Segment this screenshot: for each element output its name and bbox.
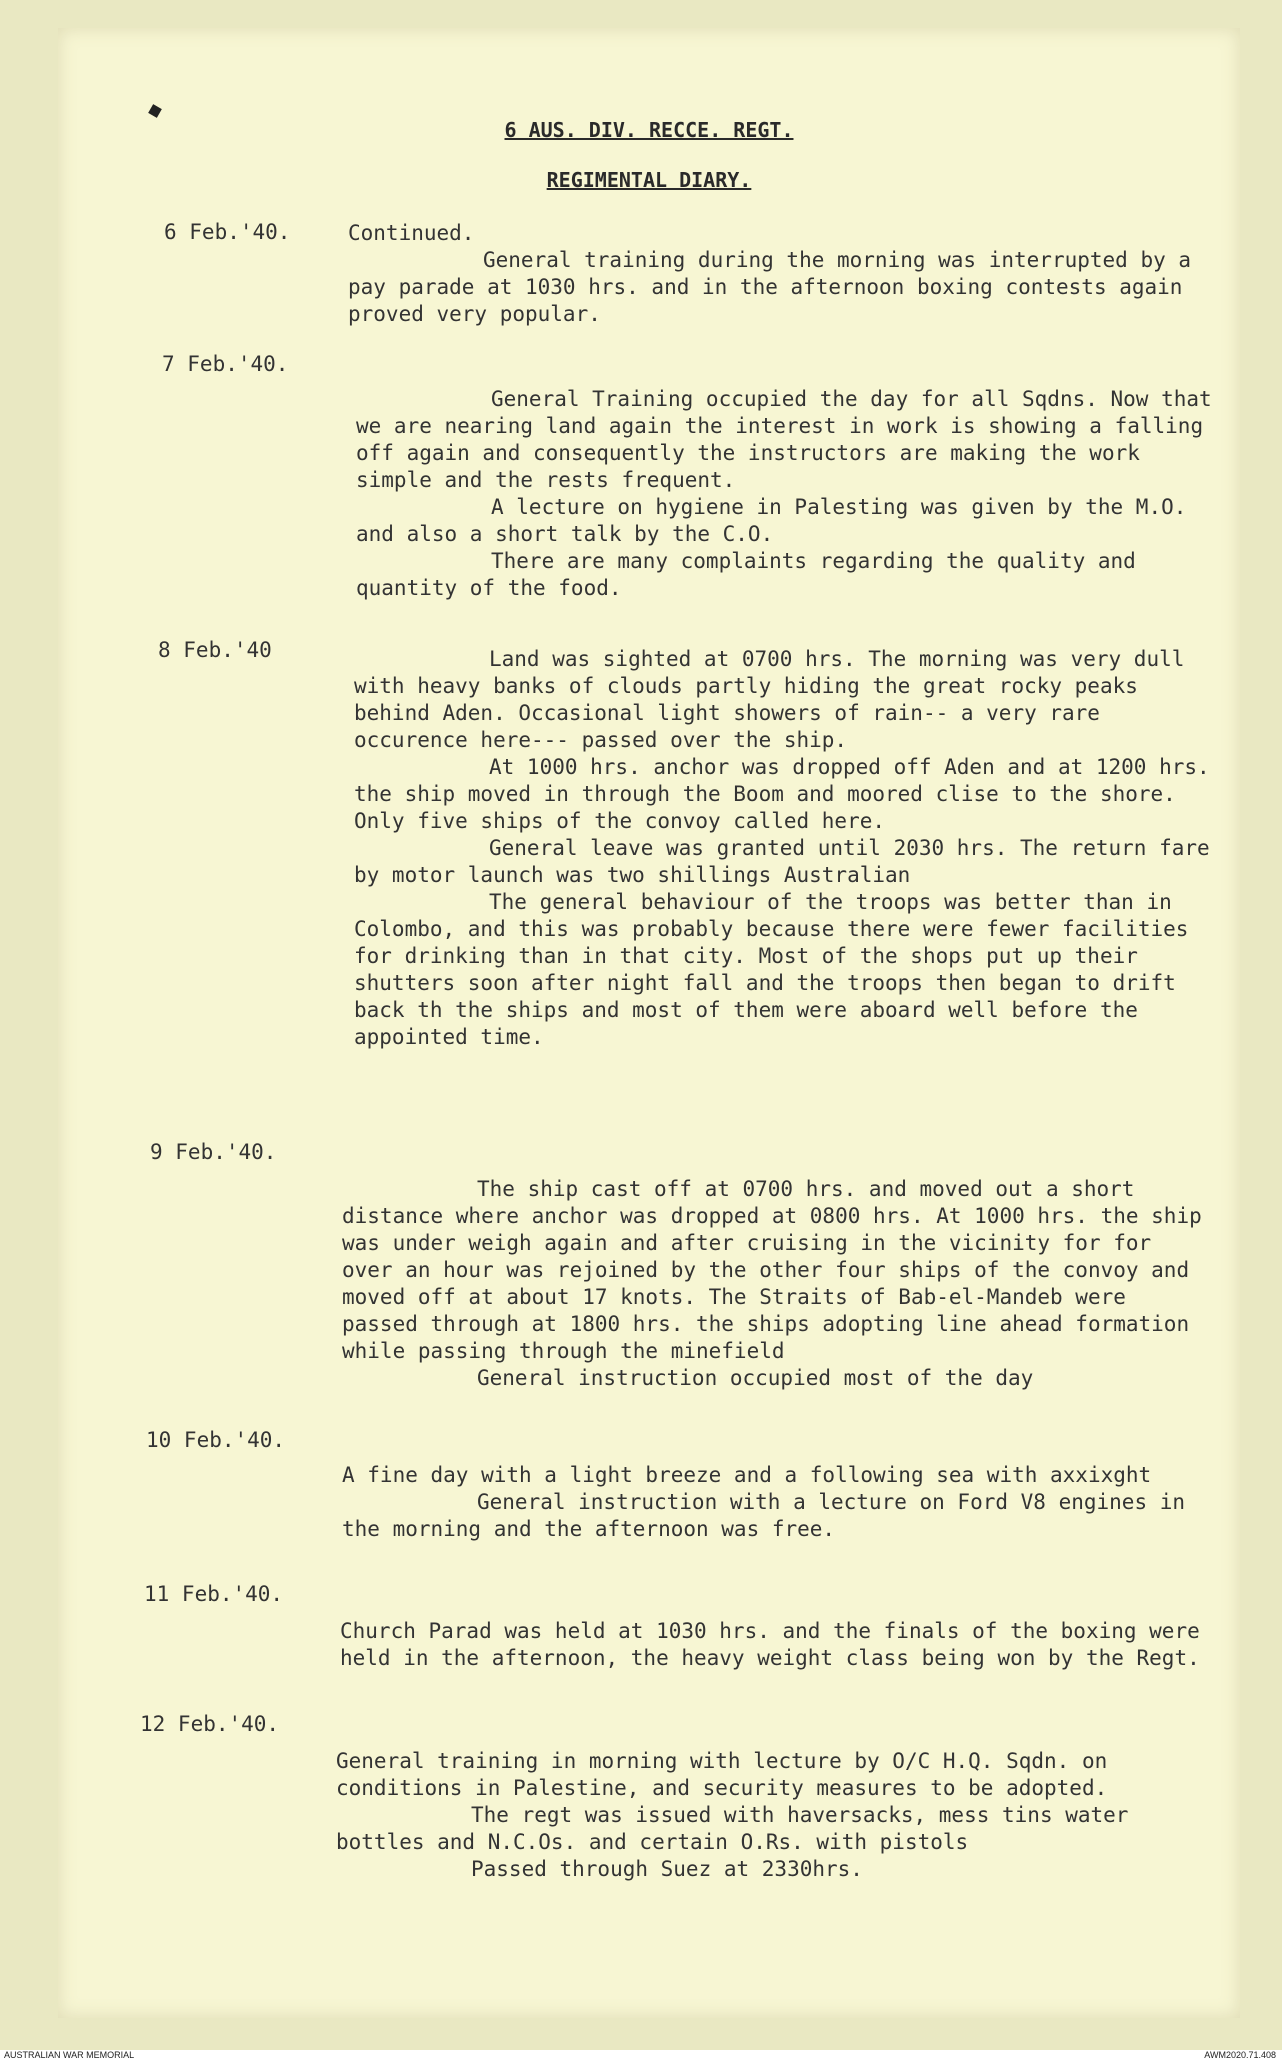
entry-paragraph: The regt was issued with haversacks, mess tins water bottles and N.C.Os. and certain O.Rs. with pistols: [336, 1803, 1129, 1854]
entry-text: [342, 1176, 1202, 1392]
entry-date: 12 Feb.'40.: [140, 1712, 280, 1736]
entry-paragraph: The ship cast off at 0700 hrs. and moved out a short distance where anchor was dropped at 0800 hrs. At 1000 hrs. the ship was under weigh again and after cruising in the vicinity for for over an hour was rejoined by the other four ships of the convoy and moved off at about 17 knots. The Straits of Bab-el-Mandeb were passed through at 1800 hrs. the ships adopting line ahead formation while passing through the minefield: [342, 1177, 1202, 1363]
entry-date: 8 Feb.'40: [158, 638, 272, 662]
entry-paragraph: A fine day with a light breeze and a following sea with axxixght: [342, 1463, 1152, 1487]
entry-paragraph: Continued.: [348, 221, 475, 245]
entry-paragraph: General Training occupied the day for all Sqdns. Now that we are nearing land again the interest in work is showing a falling off again and consequently the instructors are making the work simple and the rests frequent.: [356, 387, 1212, 492]
entry-text: [342, 1462, 1202, 1543]
entry-paragraph: Passed through Suez at 2330hrs.: [471, 1857, 863, 1881]
entry-paragraph: General training in morning with lecture by O/C H.Q. Sqdn. on conditions in Palestine, and security measures to be adopted.: [336, 1749, 1108, 1800]
entry-paragraph: A lecture on hygiene in Palesting was given by the M.O. and also a short talk by the C.O.: [356, 495, 1187, 546]
entry-date: 7 Feb.'40.: [162, 352, 289, 376]
archive-footer: [0, 2050, 1282, 2061]
entry-date: 9 Feb.'40.: [150, 1140, 277, 1164]
entry-text: [348, 220, 1208, 328]
entry-text: [336, 1748, 1196, 1883]
entry-paragraph: General instruction with a lecture on Ford V8 engines in the morning and the afternoon was free.: [342, 1490, 1186, 1541]
diary-title: REGIMENTAL DIARY.: [546, 168, 752, 192]
entry-text: [354, 646, 1214, 1051]
unit-heading: 6 AUS. DIV. RECCE. REGT.: [504, 118, 794, 142]
entry-paragraph: At 1000 hrs. anchor was dropped off Aden and at 1200 hrs. the ship moved in through the Boom and moored clise to the shore. Only five ships of the convoy called here.: [354, 755, 1210, 833]
entry-date: 6 Feb.'40.: [164, 220, 291, 244]
entry-paragraph: General instruction occupied most of the day: [477, 1366, 1034, 1390]
entry-text: [340, 1618, 1200, 1672]
entry-paragraph: General training during the morning was interrupted by a pay parade at 1030 hrs. and in the afternoon boxing contests again proved very popular.: [348, 248, 1192, 326]
diary-page: [58, 28, 1240, 2018]
entry-paragraph: General leave was granted until 2030 hrs. The return fare by motor launch was two shillings Australian: [354, 836, 1210, 887]
footer-institution: AUSTRALIAN WAR MEMORIAL: [4, 2050, 135, 2060]
entry-text: [356, 386, 1216, 602]
entry-paragraph: Church Parad was held at 1030 hrs. and the finals of the boxing were held in the afternoon, the heavy weight class being won by the Regt.: [340, 1619, 1200, 1670]
entry-paragraph: Land was sighted at 0700 hrs. The morning was very dull with heavy banks of clouds partly hiding the great rocky peaks behind Aden. Occasional light showers of rain-- a very rare occurence here--- passed over the ship.: [354, 647, 1185, 752]
entry-date: 11 Feb.'40.: [144, 1582, 284, 1606]
entry-paragraph: The general behaviour of the troops was better than in Colombo, and this was probably because there were fewer facilities for drinking than in that city. Most of the shops put up their shutters soon after night fall and the troops then began to drift back th the ships and most of them were aboard well before the appointed time.: [354, 890, 1189, 1049]
entry-date: 10 Feb.'40.: [146, 1428, 286, 1452]
footer-accession: AWM2020.71.408: [1204, 2050, 1276, 2060]
entry-paragraph: There are many complaints regarding the quality and quantity of the food.: [356, 549, 1136, 600]
ink-mark: [148, 104, 162, 118]
